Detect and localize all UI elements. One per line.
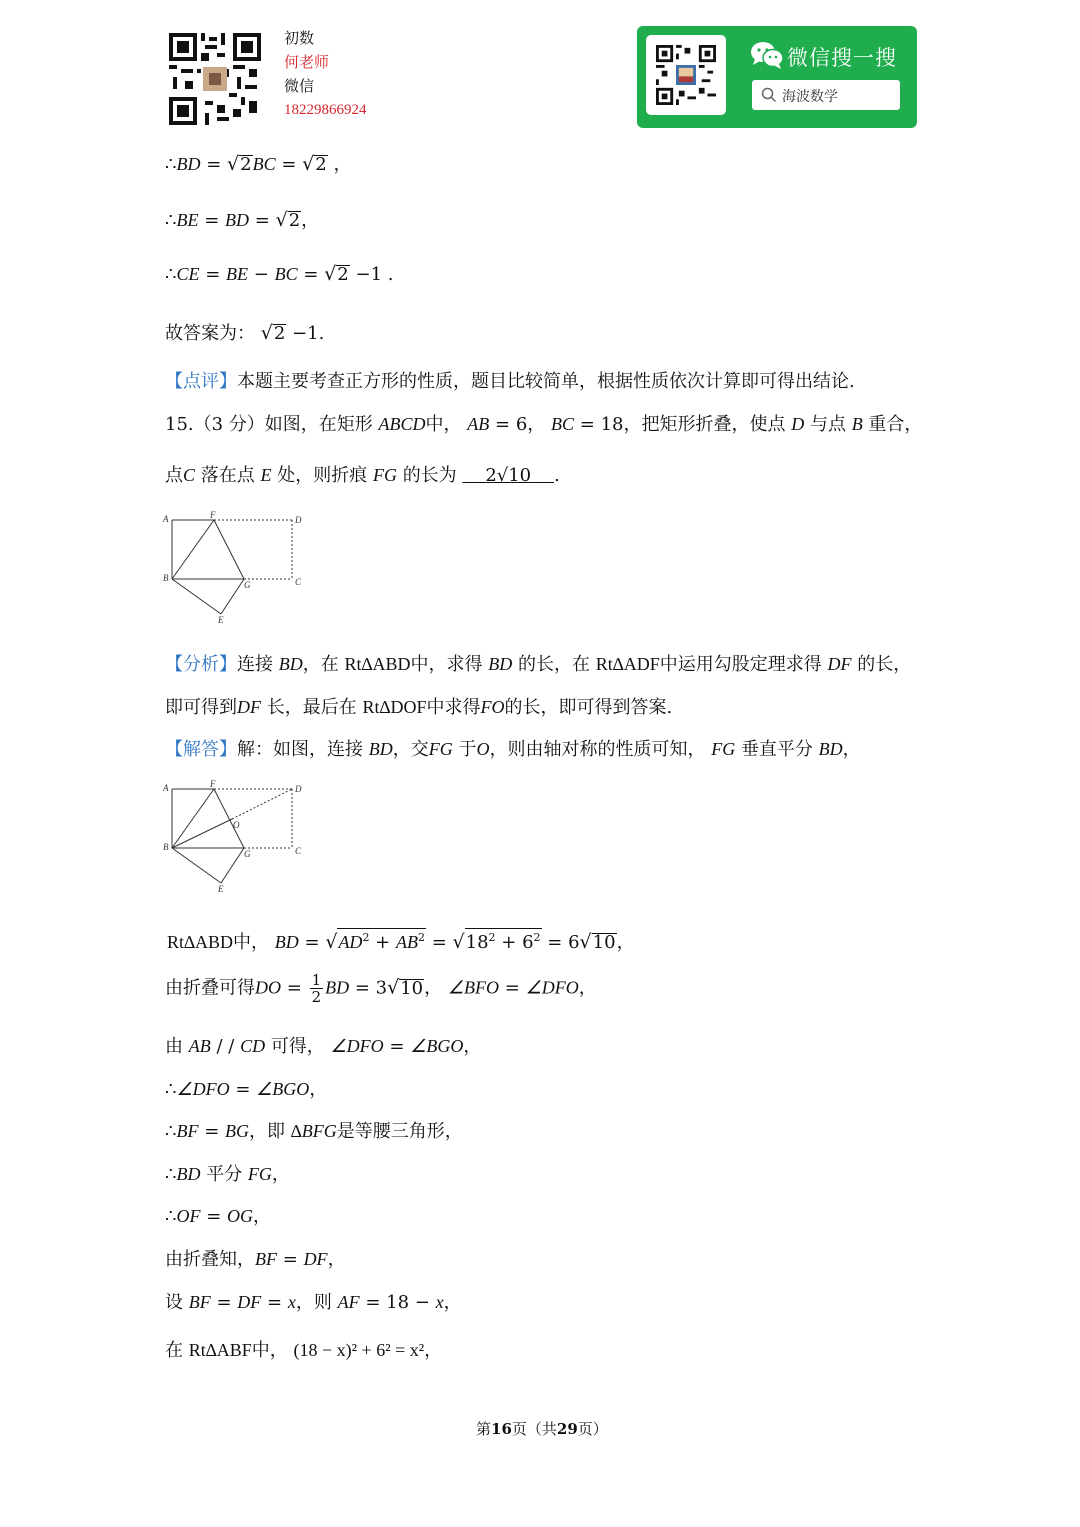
label-B: B	[163, 573, 169, 583]
search-icon	[761, 87, 777, 103]
label-F: F	[210, 779, 216, 789]
answer-blank: 2√10	[485, 465, 532, 486]
eq-parallel: 由 AB / / CD 可得， ∠DFO = ∠BGO，	[165, 1036, 482, 1057]
analysis-tag: 【分析】	[165, 654, 237, 675]
teacher-qr-code	[169, 33, 261, 125]
eq-bd: ∴BD = √2BC = √2 ，	[165, 153, 352, 175]
page-number: 16	[491, 1420, 512, 1438]
eq-rt-abd: Rt∆ABD中， BD = $√AD^2 + AB^2 = √18^2 + 6^2 = 6√10$，	[167, 928, 635, 954]
header-label-teacher: 何老师	[284, 53, 330, 71]
wechat-search-text: 海波数学	[782, 89, 838, 105]
eq-do: 由折叠可得DO = $\frac{1}{2}$ BD = 3√10， ∠BFO = ∠DFO，	[165, 971, 597, 1006]
solution-tag: 【解答】	[165, 739, 237, 760]
header-label-wechat: 微信	[284, 77, 315, 95]
eq-bisect: ∴BD 平分 FG，	[165, 1164, 290, 1185]
wechat-title: 微信搜一搜	[787, 46, 897, 70]
label-O: O	[233, 820, 240, 830]
question-15-line-1: 15.（3 分）如图，在矩形 ABCD中， AB = 6， BC = 18，把矩形折叠，使点 D 与点 B 重合，	[165, 414, 923, 435]
label-C: C	[295, 846, 302, 856]
eq-be: ∴BE = BD = √2，	[165, 209, 320, 231]
wechat-qr-code	[656, 45, 716, 105]
label-A: A	[163, 514, 169, 524]
wechat-icon	[750, 40, 784, 70]
label-G: G	[244, 580, 251, 590]
label-D: D	[295, 784, 302, 794]
label-C: C	[295, 577, 302, 587]
comment-tag: 【点评】	[165, 371, 237, 392]
label-F: F	[210, 510, 216, 520]
label-E: E	[218, 884, 224, 894]
label-A: A	[163, 783, 169, 793]
question-15-line-2: 点C 落在点 E 处，则折痕 FG 的长为 2√10 .	[165, 465, 560, 486]
wechat-qr-frame	[646, 35, 726, 115]
label-D: D	[295, 515, 302, 525]
wechat-search-banner[interactable]	[637, 26, 917, 128]
eq-let-x: 设 BF = DF = x，则 AF = 18 − x，	[165, 1292, 462, 1313]
label-B: B	[163, 842, 169, 852]
answer-line: 故答案为： √2 −1.	[165, 322, 325, 344]
eq-pythagoras: 在 Rt∆ABF中， (18 − x)² + 6² = x²，	[165, 1340, 443, 1361]
eq-angle: ∴∠DFO = ∠BGO，	[165, 1079, 328, 1100]
page-footer: 第16页（共29页）	[476, 1420, 608, 1438]
label-G: G	[244, 849, 251, 859]
comment-line: 【点评】本题主要考查正方形的性质，题目比较简单，根据性质依次计算即可得出结论.	[165, 371, 855, 392]
header-phone: 18229866924	[284, 102, 367, 118]
analysis-line-2: 即可得到DF 长，最后在 Rt∆DOF中求得FO的长，即可得到答案.	[165, 697, 673, 718]
analysis-line-1: 【分析】连接 BD，在 Rt∆ABD中，求得 BD 的长，在 Rt∆ADF中运用勾股定理求得 DF 的长，	[165, 654, 912, 675]
header-label-chushu: 初数	[284, 29, 315, 47]
eq-of-og: ∴OF = OG，	[165, 1206, 272, 1227]
eq-bf-df: 由折叠知，BF = DF，	[165, 1249, 346, 1270]
eq-ce: ∴CE = BE − BC = √2 −1 .	[165, 263, 394, 285]
solution-line-1: 【解答】解：如图，连接 BD，交FG 于O，则由轴对称的性质可知， FG 垂直平分 BD，	[165, 739, 861, 760]
label-E: E	[218, 615, 224, 625]
figure-fold-2	[160, 779, 310, 899]
page-total: 29	[556, 1420, 578, 1438]
wechat-search-box[interactable]	[752, 80, 900, 110]
eq-bf-bg: ∴BF = BG，即 ∆BFG是等腰三角形，	[165, 1121, 463, 1142]
figure-fold-1	[160, 510, 310, 630]
